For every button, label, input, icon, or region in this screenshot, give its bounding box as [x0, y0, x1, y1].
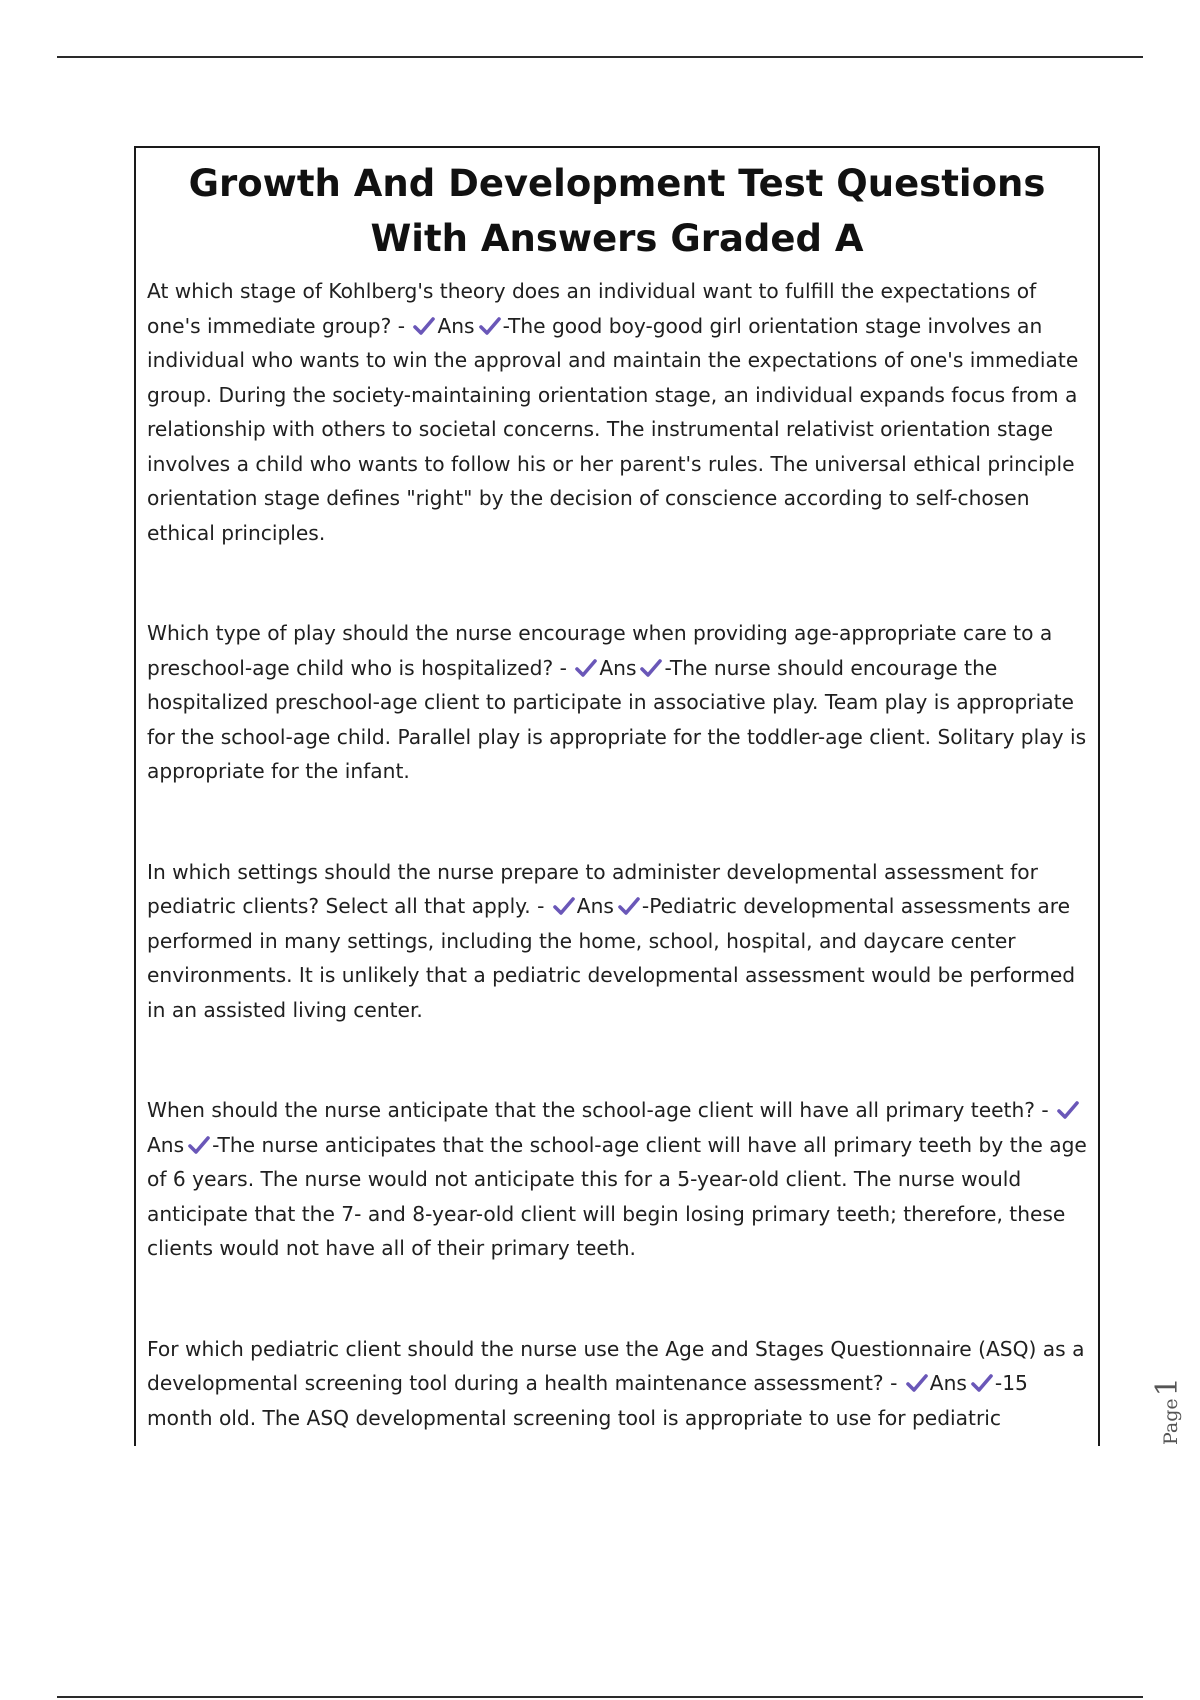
qa-item	[147, 855, 1088, 1028]
check-icon	[553, 897, 575, 915]
check-icon	[906, 1374, 928, 1392]
check-icon	[479, 317, 501, 335]
answer-label: Ans	[576, 894, 614, 918]
qa-item	[147, 274, 1088, 550]
page-number-value: 1	[1150, 1377, 1185, 1397]
answer-label: Ans	[599, 655, 637, 680]
qa-item	[147, 1332, 1088, 1436]
answer-text: -The nurse should encourage the hospitalized preschool-age client to participate in associative play. Team play is appropriate for the school-age child. Parallel play is appropriate for the toddler-age client. Solitary play is appropriate for the infant.	[147, 655, 1087, 783]
answer-label: Ans	[929, 1371, 967, 1395]
check-icon	[575, 659, 597, 677]
check-icon	[971, 1374, 993, 1392]
document-frame	[134, 146, 1100, 1446]
answer-text: -The nurse anticipates that the school-age client will have all primary teeth by the age of 6 years. The nurse would not anticipate this for a 5-year-old client. The nurse would anticipate that the 7- and 8-year-old client will begin losing primary teeth; therefore, these clients would not have all of their primary teeth.	[147, 1132, 1087, 1260]
answer-text: -15 month old. The ASQ developmental screening tool is appropriate to use for pediatric	[147, 1371, 1028, 1430]
answer-label: Ans	[437, 313, 475, 338]
answer-text: -Pediatric developmental assessments are performed in many settings, including the home, school, hospital, and daycare center environments. It is unlikely that a pediatric developmental assessment would be performed in an assisted living center.	[147, 894, 1076, 1022]
check-icon	[618, 897, 640, 915]
question-text: In which settings should the nurse prepare to administer developmental assessment for pediatric clients? Select all that apply. -	[147, 859, 1038, 918]
check-icon	[413, 317, 435, 335]
qa-item	[147, 616, 1088, 789]
page-number	[1150, 1365, 1190, 1445]
check-icon	[1057, 1101, 1079, 1119]
check-icon	[640, 659, 662, 677]
header-rule	[57, 56, 1143, 58]
qa-list	[136, 266, 1098, 1435]
question-text: When should the nurse anticipate that the school-age client will have all primary teeth? -	[147, 1098, 1049, 1122]
qa-item	[147, 1093, 1088, 1266]
question-text: For which pediatric client should the nurse use the Age and Stages Questionnaire (ASQ) as a developmental screening tool during a health maintenance assessment? -	[147, 1336, 1085, 1395]
answer-label: Ans	[147, 1132, 185, 1157]
question-text: At which stage of Kohlberg's theory does an individual want to fulfill the expectations of one's immediate group? -	[147, 279, 1037, 338]
page-word: Page	[1160, 1398, 1182, 1445]
question-text: Which type of play should the nurse encourage when providing age-appropriate care to a preschool-age child who is hospitalized? -	[147, 621, 1053, 680]
check-icon	[188, 1136, 210, 1154]
document-title: Growth And Development Test Questions With Answers Graded A	[188, 162, 1046, 260]
answer-text: -The good boy-good girl orientation stage involves an individual who wants to win the approval and maintain the expectations of one's immediate group. During the society-maintaining orientation stage, an individual expands focus from a relationship with others to societal concerns. The instrumental relativist orientation stage involves a child who wants to follow his or her parent's rules. The universal ethical principle orientation stage defines "right" by the decision of conscience according to self-chosen ethical principles.	[147, 313, 1079, 545]
footer-rule	[57, 1696, 1143, 1698]
